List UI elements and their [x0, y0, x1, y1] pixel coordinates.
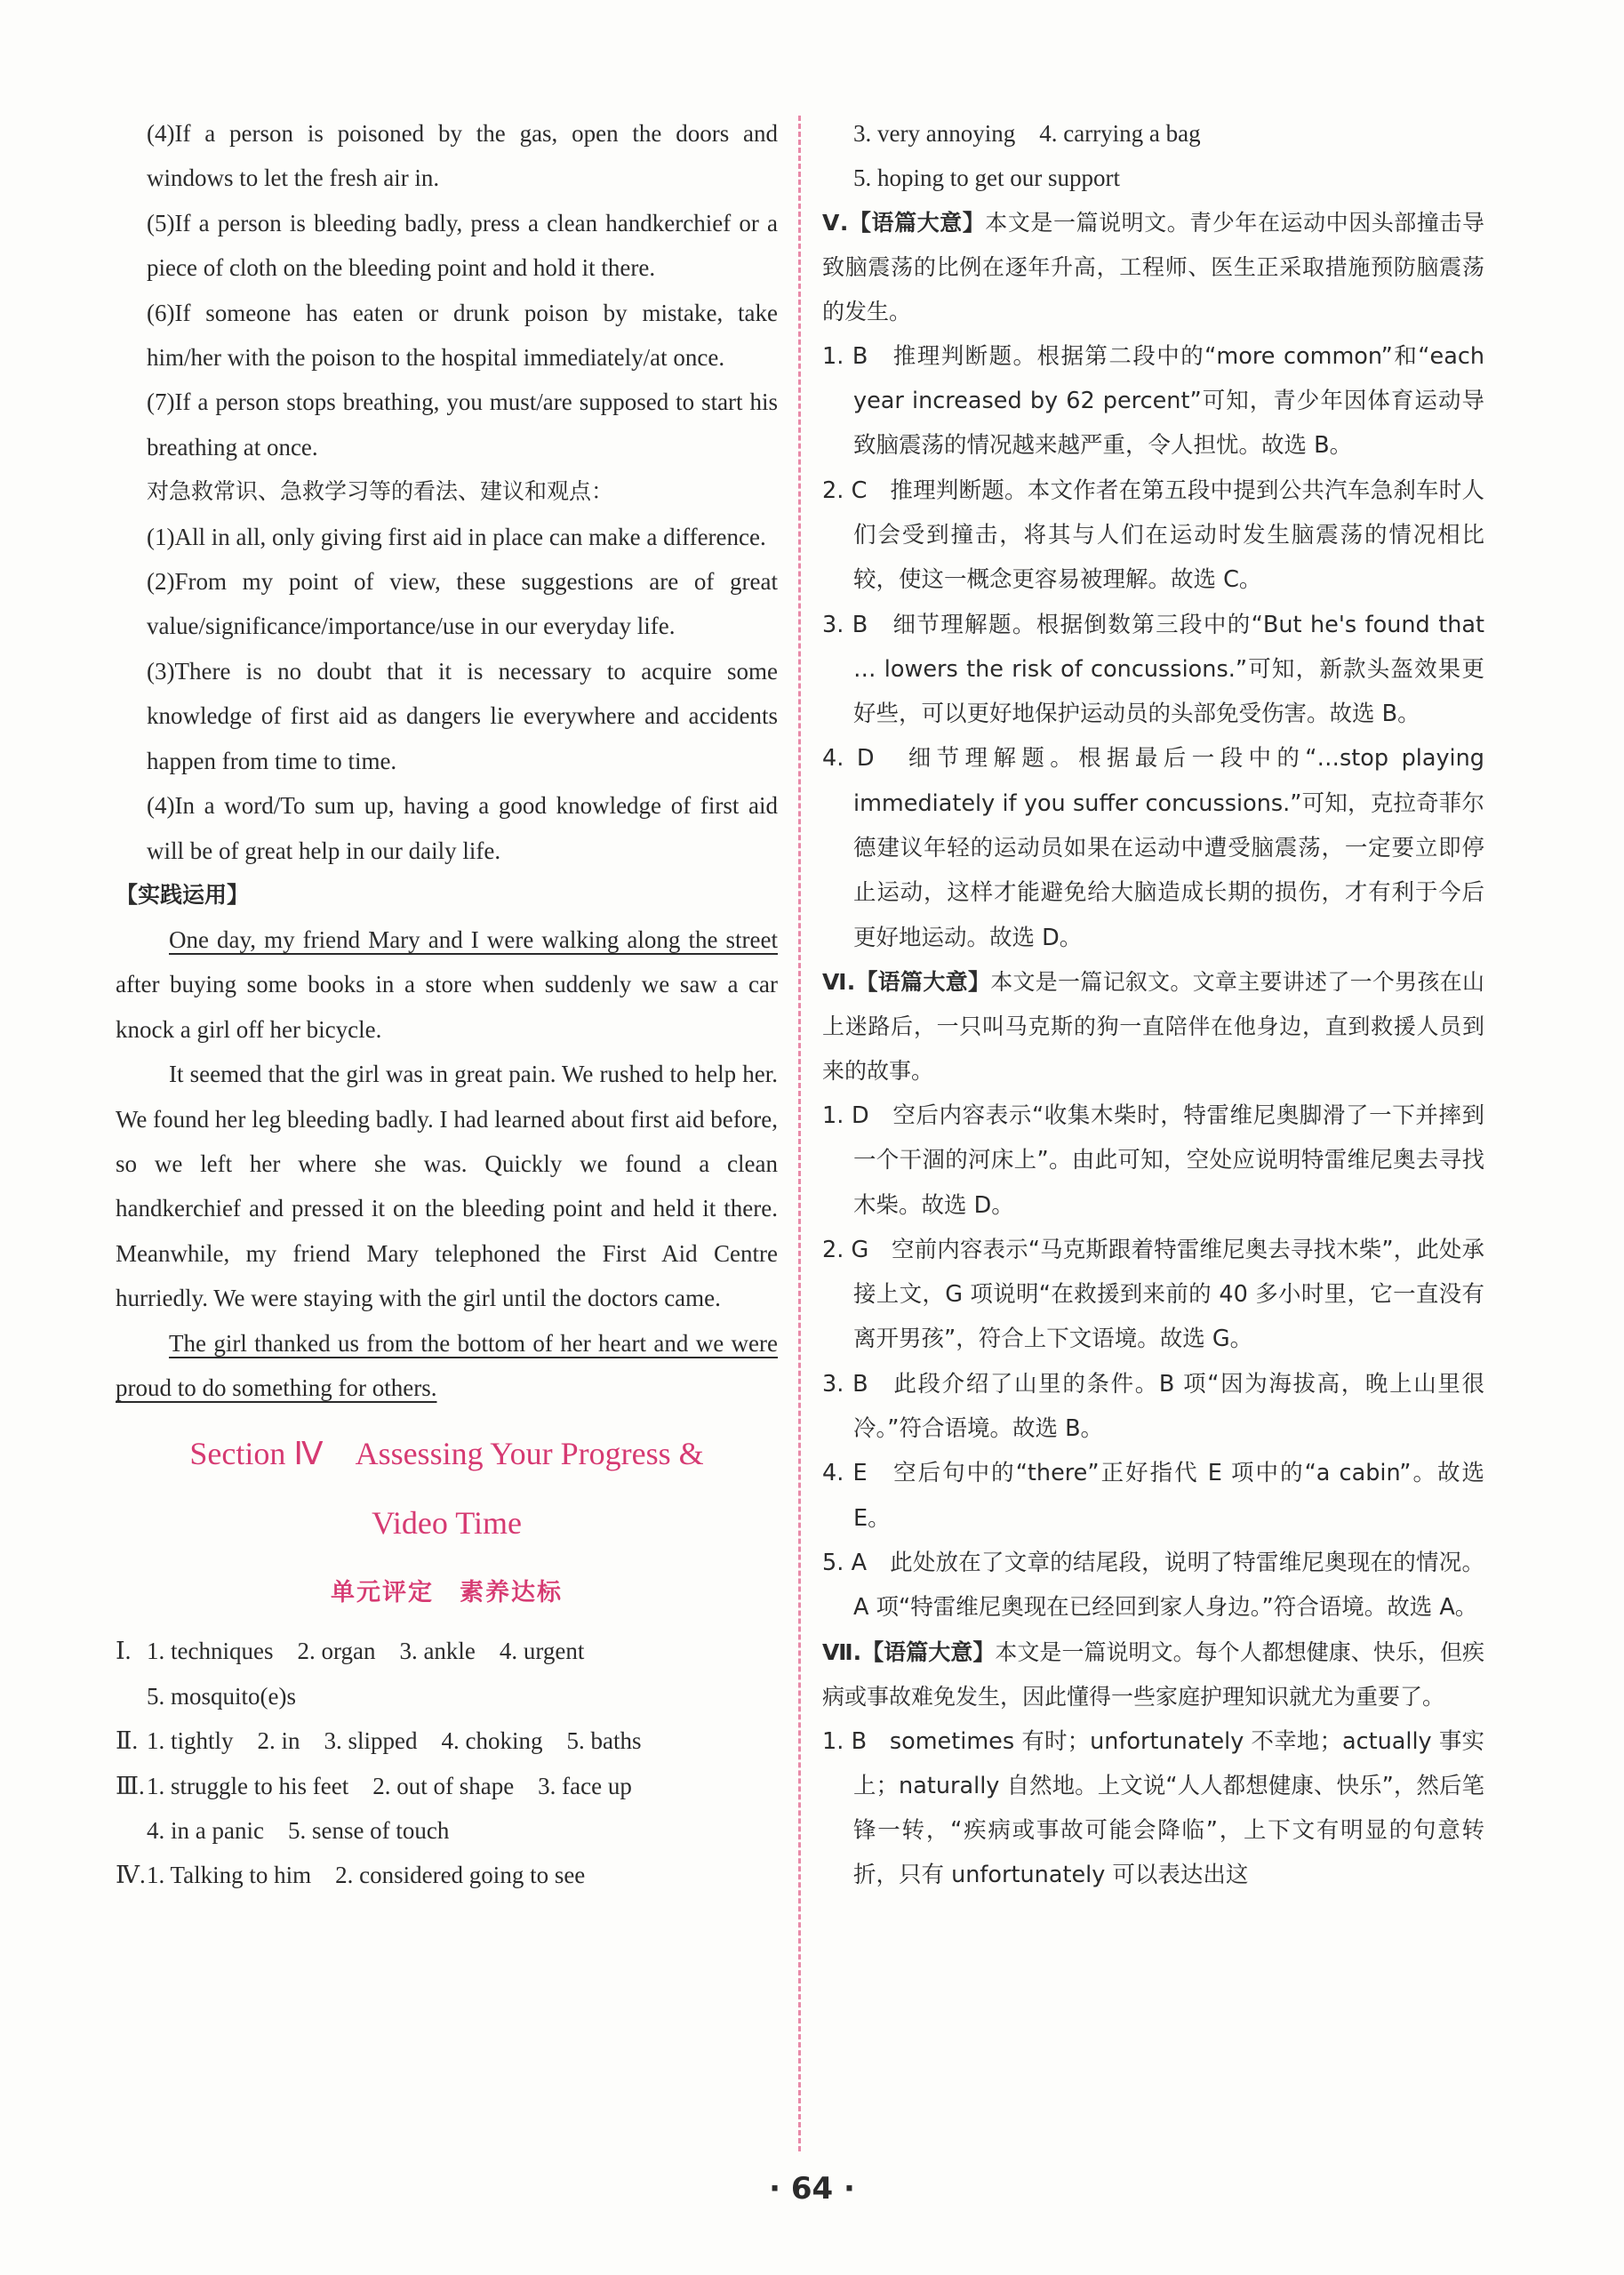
right-top-line-2: 5. hoping to get our support [853, 164, 1120, 192]
essay-p3-underlined: The girl thanked us from the bottom of her heart and we were proud to do something for others. [116, 1329, 778, 1401]
vi-answer-5: 5. A 此处放在了文章的结尾段，说明了特雷维尼奥现在的情况。A 项“特雷维尼奥现在已经回到家人身边。”符合语境。故选 A。 [822, 1549, 1484, 1622]
page-number: · 64 · [769, 2171, 855, 2207]
answer-text: 1. Talking to him 2. considered going to see [147, 1862, 586, 1889]
opinion-3: (3)There is no doubt that it is necessary to acquire some knowledge of first aid as dangers lie everywhere and accidents happen from time to time. [147, 657, 778, 774]
section-title-line-1: Section Ⅳ Assessing Your Progress & [189, 1436, 704, 1472]
answer-row-3 [116, 1718, 778, 1763]
answer-text: 5. mosquito(e)s [147, 1682, 296, 1710]
vii-answer-1: 1. B sometimes 有时；unfortunately 不幸地；actually 事实上；naturally 自然地。上文说“人人都想健康、快乐”，然后笔锋一转，“疾病或事故可能会降临”，上下文有明显的句意转折，只有 unfortunately 可以表达出这 [822, 1727, 1484, 1889]
passage-vii-summary [822, 1630, 1484, 1719]
intro-item-4: (4)If a person is poisoned by the gas, open the doors and windows to let the fresh air in. [147, 120, 778, 192]
left-column [116, 111, 778, 1898]
answer-list [116, 1629, 778, 1897]
answer-row-5 [116, 1808, 778, 1853]
answer-text: 1. tightly 2. in 3. slipped 4. choking 5. baths [147, 1727, 642, 1755]
summary-tag: Ⅵ.【语篇大意】 [822, 968, 991, 995]
passage-vi-summary [822, 960, 1484, 1093]
column-divider [798, 116, 801, 2151]
answer-row-2 [116, 1674, 778, 1718]
answer-text: 1. techniques 2. organ 3. ankle 4. urgent [147, 1638, 585, 1665]
vi-answer-2: 2. G 空前内容表示“马克斯跟着特雷维尼奥去寻找木柴”，此处承接上文，G 项说明“在救援到来前的 40 多小时里，它一直没有离开男孩”，符合上下文语境。故选 G。 [822, 1236, 1484, 1353]
summary-tag: Ⅶ.【语篇大意】 [822, 1638, 996, 1665]
summary-text: 本文是一篇说明文。每个人都想健康、快乐，但疾病或事故难免发生，因此懂得一些家庭护理知识就尤为重要了。 [822, 1638, 1484, 1710]
answer-label: Ⅰ. [116, 1638, 132, 1665]
essay-p1-underlined: One day, my friend Mary and I were walking along the street [169, 925, 778, 953]
answer-label: Ⅱ. [116, 1727, 139, 1755]
essay-p1-rest: after buying some books in a store when suddenly we saw a car knock a girl off her bicycle. [116, 971, 778, 1043]
opinion-4: (4)In a word/To sum up, having a good knowledge of first aid will be of great help in our daily life. [147, 792, 778, 864]
vi-answer-1: 1. D 空后内容表示“收集木柴时，特雷维尼奥脚滑了一下并摔到一个干涸的河床上”。由此可知，空处应说明特雷维尼奥去寻找木柴。故选 D。 [822, 1101, 1484, 1219]
vi-answer-3: 3. B 此段介绍了山里的条件。B 项“因为海拔高，晚上山里很冷。”符合语境。故选 B。 [822, 1370, 1484, 1443]
essay-paragraph-1 [116, 917, 778, 1052]
answer-text: 4. in a panic 5. sense of touch [147, 1817, 450, 1844]
essay-paragraph-3 [116, 1321, 778, 1411]
vi-answer-4: 4. E 空后句中的“there”正好指代 E 项中的“a cabin”。故选 E。 [822, 1460, 1484, 1532]
essay-paragraph-2: It seemed that the girl was in great pain. We rushed to help her. We found her leg bleeding badly. I had learned about first aid before, so we left her where she was. Quickly we found a clean handkerchief and pressed it on the bleeding point and held it there. Meanwhile, my friend Mary telephoned the First Aid Centre hurriedly. We were staying with the girl until the doctors came. [116, 1061, 778, 1312]
answer-row-6 [116, 1853, 778, 1897]
section-subtitle: 单元评定 素养达标 [331, 1579, 563, 1607]
passage-v-summary [822, 201, 1484, 334]
summary-tag: Ⅴ.【语篇大意】 [822, 209, 986, 236]
intro-item-6: (6)If someone has eaten or drunk poison by mistake, take him/her with the poison to the hospital immediately/at once. [147, 299, 778, 372]
opinions-heading: 对急救常识、急救学习等的看法、建议和观点： [147, 478, 614, 505]
practice-heading: 【实践运用】 [116, 881, 250, 908]
intro-item-7: (7)If a person stops breathing, you must/are supposed to start his breathing at once. [147, 389, 778, 461]
section-title-line-2: Video Time [372, 1505, 522, 1542]
answer-label: Ⅲ. [116, 1772, 145, 1799]
answer-row-4 [116, 1764, 778, 1808]
intro-item-5: (5)If a person is bleeding badly, press a clean handkerchief or a piece of cloth on the bleeding point and hold it there. [147, 209, 778, 282]
opinion-1: (1)All in all, only giving first aid in place can make a difference. [147, 523, 766, 550]
v-answer-4: 4. D 细节理解题。根据最后一段中的“…stop playing immediately if you suffer concussions.”可知，克拉奇菲尔德建议年轻的运动员如果在运动中遭受脑震荡，一定要立即停止运动，这样才能避免给大脑造成长期的损伤，才有利于今后更好地运动。故选 D。 [822, 745, 1484, 951]
v-answer-2: 2. C 推理判断题。本文作者在第五段中提到公共汽车急刹车时人们会受到撞击，将其与人们在运动时发生脑震荡的情况相比较，使这一概念更容易被理解。故选 C。 [822, 477, 1484, 594]
summary-text: 本文是一篇说明文。青少年在运动中因头部撞击导致脑震荡的比例在逐年升高，工程师、医生正采取措施预防脑震荡的发生。 [822, 209, 1484, 324]
v-answer-3: 3. B 细节理解题。根据倒数第三段中的“But he's found that … lowers the risk of concussions.”可知，新款头盔效果更好些，可以更好地保护运动员的头部免受伤害。故选 B。 [822, 611, 1484, 728]
right-column [822, 111, 1484, 1898]
answer-row-1 [116, 1629, 778, 1673]
answer-label: Ⅳ. [116, 1862, 146, 1889]
right-top-line-1: 3. very annoying 4. carrying a bag [853, 120, 1201, 147]
answer-text: 1. struggle to his feet 2. out of shape 3. face up [147, 1772, 632, 1799]
v-answer-1: 1. B 推理判断题。根据第二段中的“more common”和“each year increased by 62 percent”可知，青少年因体育运动导致脑震荡的情况越来越严重，令人担忧。故选 B。 [822, 342, 1484, 460]
summary-text: 本文是一篇记叙文。文章主要讲述了一个男孩在山上迷路后，一只叫马克斯的狗一直陪伴在他身边，直到救援人员到来的故事。 [822, 968, 1484, 1084]
opinion-2: (2)From my point of view, these suggestions are of great value/significance/importance/use in our everyday life. [147, 568, 778, 640]
